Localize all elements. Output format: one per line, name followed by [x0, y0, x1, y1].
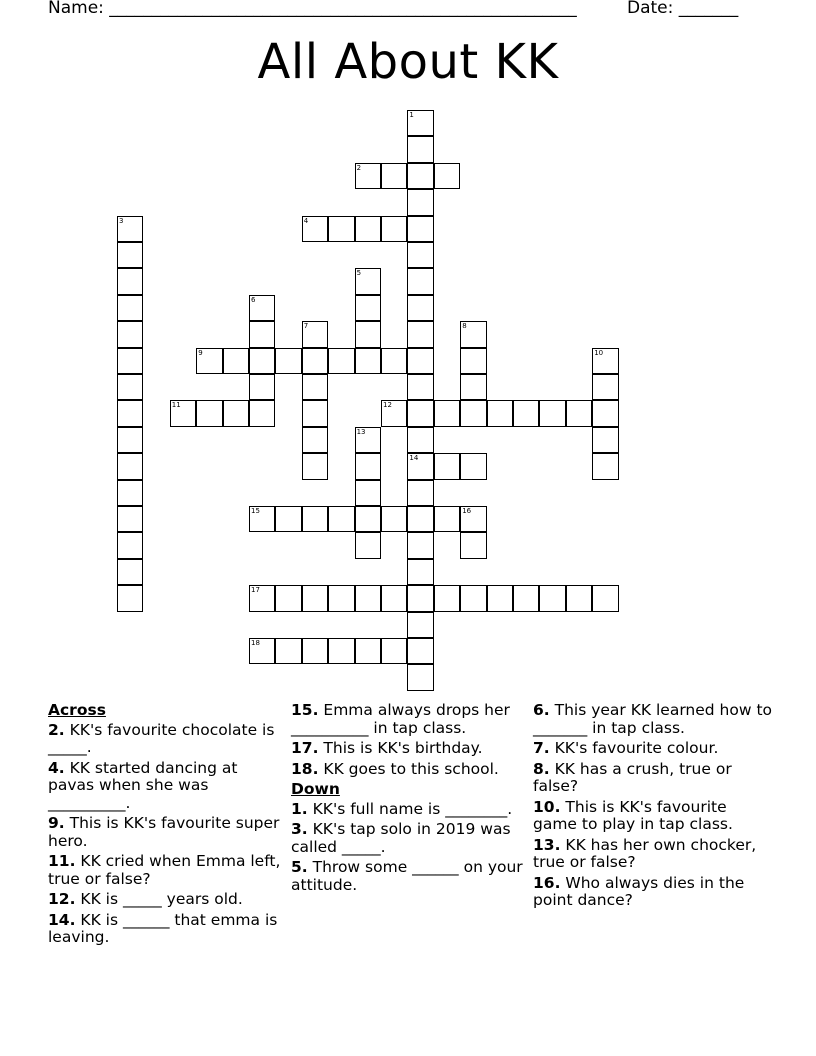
clue-number-label: 13	[356, 427, 366, 436]
grid-cell[interactable]	[407, 532, 433, 558]
grid-cell[interactable]	[355, 427, 381, 453]
grid-cell[interactable]	[434, 163, 460, 189]
clue-number: 16.	[533, 873, 561, 892]
grid-cell[interactable]	[302, 374, 328, 400]
clue-number: 15.	[291, 701, 319, 719]
clue-text: KK has her own chocker, true or false?	[533, 835, 757, 871]
grid-cell[interactable]	[407, 400, 433, 426]
grid-cell[interactable]	[355, 506, 381, 532]
clue-item	[533, 837, 773, 872]
clue-number-label: 17	[251, 586, 260, 595]
grid-cell[interactable]	[117, 585, 143, 611]
clue-item	[291, 859, 526, 894]
grid-cell[interactable]	[117, 559, 143, 585]
grid-cell[interactable]	[196, 348, 222, 374]
grid-cell[interactable]	[539, 400, 565, 426]
grid-cell[interactable]	[117, 480, 143, 506]
clue-text: This year KK learned how to _______ in tap class.	[533, 701, 773, 737]
grid-cell[interactable]	[566, 585, 592, 611]
clue-text: Who always dies in the point dance?	[533, 873, 745, 909]
clue-number: 7.	[533, 739, 550, 757]
grid-cell[interactable]	[460, 532, 486, 558]
clue-item	[291, 821, 526, 856]
clue-number-label: 10	[594, 348, 604, 357]
clue-text: KK goes to this school.	[323, 759, 499, 778]
grid-cell[interactable]	[302, 400, 328, 426]
clue-number-label: 16	[462, 507, 472, 515]
clue-number: 1.	[291, 799, 308, 818]
grid-cell[interactable]	[460, 453, 486, 479]
grid-cell[interactable]	[592, 400, 618, 426]
grid-cell[interactable]	[355, 480, 381, 506]
grid-cell[interactable]	[249, 506, 275, 532]
grid-cell[interactable]	[407, 216, 433, 242]
grid-cell[interactable]	[407, 664, 433, 690]
grid-cell[interactable]	[407, 189, 433, 215]
grid-cell[interactable]	[117, 216, 143, 242]
clue-number: 13.	[533, 835, 561, 854]
grid-cell[interactable]	[328, 638, 354, 664]
grid-cell[interactable]	[355, 585, 381, 611]
grid-cell[interactable]	[355, 453, 381, 479]
grid-cell[interactable]	[407, 480, 433, 506]
grid-cell[interactable]	[460, 348, 486, 374]
clue-number: 8.	[533, 759, 550, 778]
grid-cell[interactable]	[328, 348, 354, 374]
clue-item	[48, 912, 283, 947]
clue-item	[533, 875, 773, 910]
clue-number: 12.	[48, 890, 76, 908]
clue-number-label: 15	[251, 507, 260, 515]
clue-text: KK has a crush, true or false?	[533, 759, 732, 795]
grid-cell[interactable]	[407, 348, 433, 374]
grid-cell[interactable]	[249, 400, 275, 426]
grid-cell[interactable]	[381, 163, 407, 189]
grid-cell[interactable]	[355, 163, 381, 189]
grid-cell[interactable]	[513, 400, 539, 426]
grid-cell[interactable]	[407, 268, 433, 294]
clue-item	[291, 761, 526, 779]
clue-item	[533, 799, 773, 834]
grid-cell[interactable]	[381, 638, 407, 664]
grid-cell[interactable]	[196, 400, 222, 426]
grid-cell[interactable]	[592, 453, 618, 479]
grid-cell[interactable]	[275, 348, 301, 374]
clue-text: This is KK's favourite super hero.	[48, 814, 280, 850]
grid-cell[interactable]	[223, 400, 249, 426]
grid-cell[interactable]	[592, 348, 618, 374]
grid-cell[interactable]	[117, 348, 143, 374]
clue-number: 18.	[291, 759, 319, 778]
clue-item	[291, 801, 526, 819]
grid-cell[interactable]	[223, 348, 249, 374]
grid-cell[interactable]	[355, 216, 381, 242]
grid-cell[interactable]	[302, 506, 328, 532]
grid-cell[interactable]	[170, 400, 196, 426]
grid-cell[interactable]	[381, 400, 407, 426]
grid-cell[interactable]	[302, 321, 328, 347]
grid-cell[interactable]	[249, 374, 275, 400]
clue-number: 6.	[533, 701, 550, 719]
grid-cell[interactable]	[460, 400, 486, 426]
clue-number-label: 5	[356, 269, 362, 278]
grid-cell[interactable]	[117, 532, 143, 558]
clue-number-label: 8	[462, 322, 467, 331]
grid-cell[interactable]	[487, 400, 513, 426]
grid-cell[interactable]	[117, 506, 143, 532]
clue-item	[291, 740, 526, 758]
clue-number-label: 14	[409, 454, 419, 463]
clue-number-label: 1	[409, 111, 414, 119]
grid-cell[interactable]	[328, 585, 354, 611]
grid-cell[interactable]	[275, 585, 301, 611]
clue-text: Throw some ______ on your attitude.	[291, 858, 523, 894]
grid-cell[interactable]	[407, 585, 433, 611]
clue-number: 14.	[48, 910, 76, 929]
clue-number-label: 7	[303, 322, 309, 331]
grid-cell[interactable]	[302, 348, 328, 374]
clue-number-label: 3	[119, 216, 124, 225]
grid-cell[interactable]	[249, 638, 275, 664]
grid-cell[interactable]	[117, 427, 143, 453]
clue-text: KK's favourite colour.	[554, 739, 719, 757]
grid-cell[interactable]	[355, 532, 381, 558]
clue-text: This is KK's birthday.	[323, 739, 483, 757]
clue-number: 4.	[48, 758, 65, 777]
clue-section-heading: Down	[291, 780, 340, 798]
clue-text: KK's favourite chocolate is _____.	[48, 720, 275, 756]
grid-cell[interactable]	[407, 110, 433, 136]
grid-cell[interactable]	[407, 374, 433, 400]
grid-cell[interactable]	[381, 585, 407, 611]
clue-column-1	[48, 702, 283, 950]
grid-cell[interactable]	[407, 295, 433, 321]
grid-cell[interactable]	[592, 427, 618, 453]
clue-text: Emma always drops her __________ in tap class.	[291, 701, 510, 737]
grid-cell[interactable]	[117, 321, 143, 347]
grid-cell[interactable]	[460, 585, 486, 611]
clue-column-3	[533, 702, 773, 913]
clue-text: KK cried when Emma left, true or false?	[48, 852, 281, 888]
grid-cell[interactable]	[355, 295, 381, 321]
grid-cell[interactable]	[407, 321, 433, 347]
grid-cell[interactable]	[407, 163, 433, 189]
page-title: All About KK	[257, 34, 559, 90]
grid-cell[interactable]	[407, 506, 433, 532]
clue-item	[48, 891, 283, 909]
grid-cell[interactable]	[539, 585, 565, 611]
grid-cell[interactable]	[249, 321, 275, 347]
clue-number: 17.	[291, 739, 319, 757]
grid-cell[interactable]	[355, 268, 381, 294]
grid-cell[interactable]	[302, 453, 328, 479]
grid-cell[interactable]	[275, 506, 301, 532]
grid-cell[interactable]	[434, 585, 460, 611]
clue-number-label: 4	[303, 216, 309, 225]
grid-cell[interactable]	[328, 506, 354, 532]
clue-text: KK is _____ years old.	[80, 890, 243, 908]
grid-cell[interactable]	[381, 506, 407, 532]
clue-item	[291, 702, 526, 737]
grid-cell[interactable]	[249, 295, 275, 321]
clue-number-label: 18	[251, 639, 260, 647]
grid-cell[interactable]	[407, 453, 433, 479]
clue-number-label: 2	[356, 163, 362, 172]
grid-cell[interactable]	[117, 374, 143, 400]
clue-number-label: 12	[383, 401, 392, 410]
grid-cell[interactable]	[302, 585, 328, 611]
clue-number: 9.	[48, 814, 65, 832]
grid-cell[interactable]	[355, 348, 381, 374]
grid-cell[interactable]	[275, 638, 301, 664]
grid-cell[interactable]	[407, 242, 433, 268]
grid-cell[interactable]	[434, 453, 460, 479]
grid-cell[interactable]	[355, 638, 381, 664]
clue-number-label: 6	[251, 295, 256, 304]
clue-item	[48, 722, 283, 757]
clue-number: 5.	[291, 858, 308, 876]
grid-cell[interactable]	[302, 216, 328, 242]
grid-cell[interactable]	[117, 400, 143, 426]
grid-cell[interactable]	[592, 585, 618, 611]
grid-cell[interactable]	[381, 216, 407, 242]
grid-cell[interactable]	[117, 268, 143, 294]
name-field-label[interactable]: Name: _______________________________________________________	[48, 0, 577, 18]
clue-number: 11.	[48, 852, 76, 870]
clue-item	[533, 761, 773, 796]
grid-cell[interactable]	[381, 348, 407, 374]
grid-cell[interactable]	[407, 638, 433, 664]
clue-text: KK's full name is ________.	[312, 799, 513, 818]
clue-text: KK's tap solo in 2019 was called _____.	[291, 820, 511, 856]
clue-section-heading: Across	[48, 701, 106, 719]
clue-text: This is KK's favourite game to play in tap class.	[533, 797, 733, 833]
grid-cell[interactable]	[117, 295, 143, 321]
grid-cell[interactable]	[117, 242, 143, 268]
grid-cell[interactable]	[592, 374, 618, 400]
grid-cell[interactable]	[513, 585, 539, 611]
clue-number-label: 9	[198, 348, 203, 357]
clue-text: KK is ______ that emma is leaving.	[48, 910, 278, 946]
clue-number: 3.	[291, 820, 308, 838]
grid-cell[interactable]	[487, 585, 513, 611]
grid-cell[interactable]	[117, 453, 143, 479]
grid-cell[interactable]	[460, 321, 486, 347]
grid-cell[interactable]	[355, 321, 381, 347]
grid-cell[interactable]	[302, 427, 328, 453]
grid-cell[interactable]	[434, 506, 460, 532]
clue-column-2	[291, 702, 526, 897]
clue-item	[48, 853, 283, 888]
clue-text: KK started dancing at pavas when she was __________.	[48, 758, 238, 812]
clue-item	[533, 740, 773, 758]
date-field-label[interactable]: Date: _______	[627, 0, 739, 18]
grid-cell[interactable]	[460, 374, 486, 400]
clue-number: 10.	[533, 797, 561, 816]
grid-cell[interactable]	[407, 427, 433, 453]
grid-cell[interactable]	[407, 612, 433, 638]
clue-item	[533, 702, 773, 737]
grid-cell[interactable]	[249, 348, 275, 374]
grid-cell[interactable]	[434, 400, 460, 426]
grid-cell[interactable]	[249, 585, 275, 611]
clue-number: 2.	[48, 720, 65, 739]
clue-number-label: 11	[171, 401, 181, 410]
clue-item	[48, 815, 283, 850]
grid-cell[interactable]	[566, 400, 592, 426]
clue-item	[48, 760, 283, 813]
grid-cell[interactable]	[407, 136, 433, 162]
grid-cell[interactable]	[302, 638, 328, 664]
grid-cell[interactable]	[460, 506, 486, 532]
grid-cell[interactable]	[328, 216, 354, 242]
grid-cell[interactable]	[407, 559, 433, 585]
